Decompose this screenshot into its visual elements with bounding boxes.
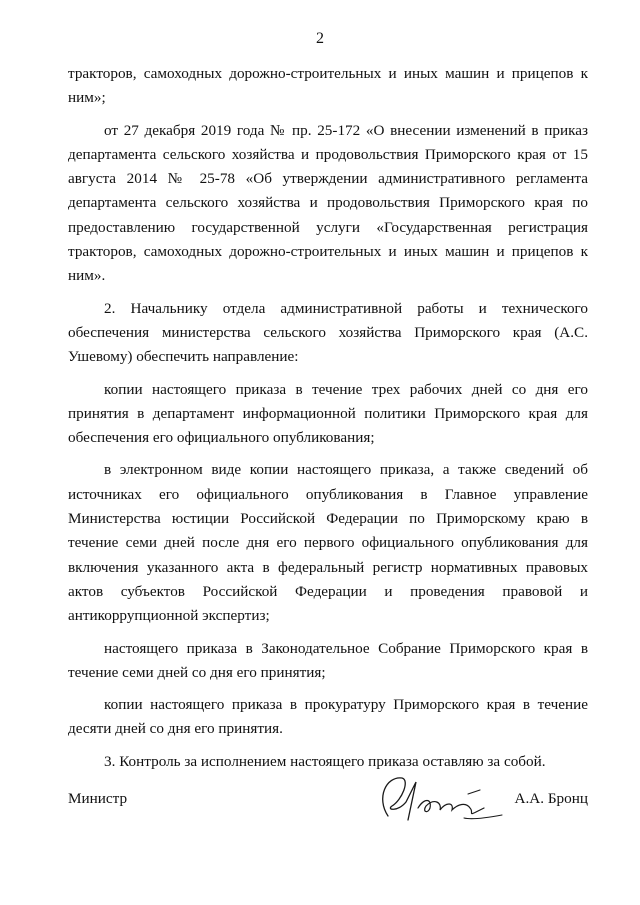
paragraph-item-3: 3. Контроль за исполнением настоящего приказа оставляю за собой.	[104, 752, 546, 770]
signature-block	[68, 790, 588, 830]
paragraph-prosecutor-copy: копии настоящего приказа в прокуратуру Приморского края в течение десяти дней со дня его принятия.	[68, 696, 588, 738]
signer-name: А.А. Бронц	[514, 790, 588, 807]
document-body	[68, 62, 588, 782]
page-number: 2	[316, 30, 324, 47]
paragraph-publication-copy: копии настоящего приказа в течение трех рабочих дней со дня его принятия в департамент информационной политики Приморского края для обеспечения его официального опубликования;	[68, 380, 588, 447]
paragraph-item-2: 2. Начальнику отдела административной работы и технического обеспечения министерства сельского хозяйства Приморского края (А.С. Ушевому) обеспечить направление:	[68, 299, 588, 366]
paragraph-legislative-copy: настоящего приказа в Законодательное Собрание Приморского края в течение семи дней со дня его принятия;	[68, 639, 588, 681]
paragraph-amendment-order: от 27 декабря 2019 года № пр. 25-172 «О внесении изменений в приказ департамента сельского хозяйства и продовольствия Приморского края от 15 августа 2014 № 25-78 «Об утверждении административного регламента департамента сельского хозяйства и продовольствия Приморского края по предоставлению государственной услуги «Государственная регистрация тракторов, самоходных дорожно-строительных и иных машин и прицепов к ним».	[68, 121, 588, 285]
paragraph-continuation: тракторов, самоходных дорожно-строительных и иных машин и прицепов к ним»;	[68, 65, 588, 107]
handwritten-signature	[368, 768, 518, 828]
signer-title: Министр	[68, 790, 128, 807]
paragraph-electronic-copy: в электронном виде копии настоящего приказа, а также сведений об источниках его официального опубликования в Главное управление Министерства юстиции Российской Федерации по Приморскому краю в течение семи дней после дня его первого официального опубликования для включения указанного акта в федеральный регистр нормативных правовых актов субъектов Российской Федерации и проведения правовой и антикоррупционной экспертиз;	[68, 461, 588, 625]
